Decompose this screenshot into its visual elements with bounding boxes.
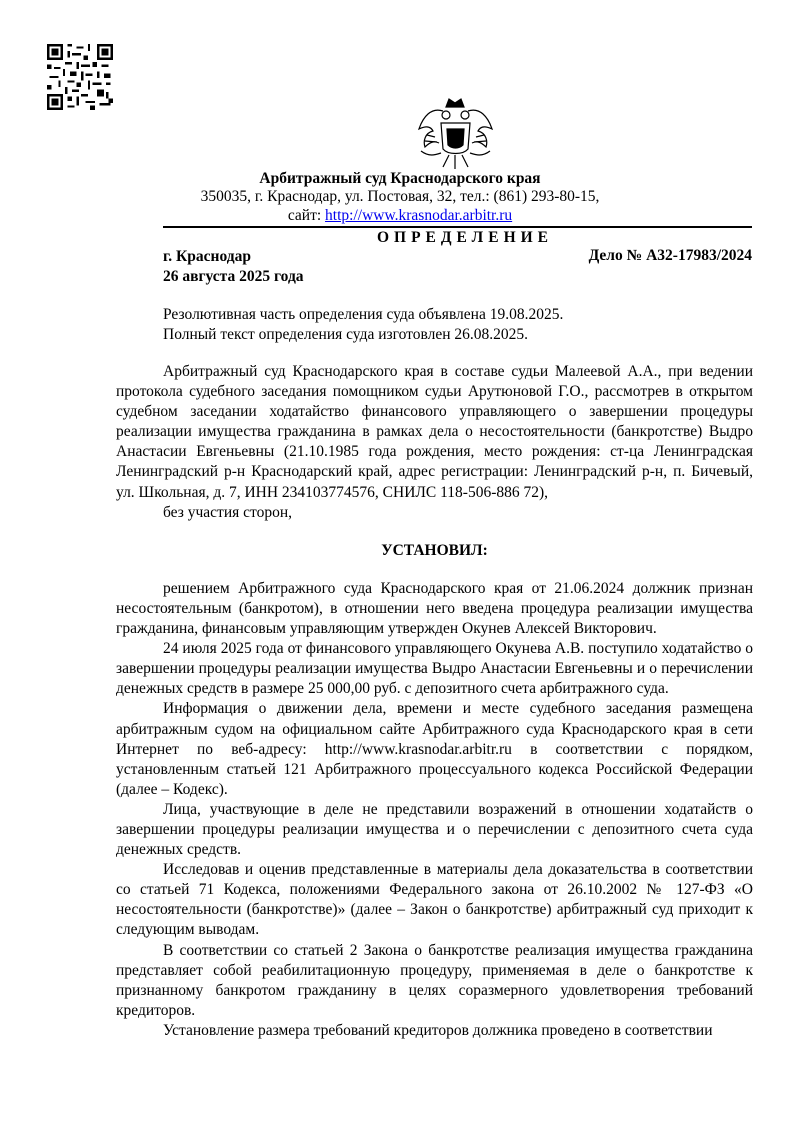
- body-paragraph: решением Арбитражного суда Краснодарского края от 21.06.2024 должник признан несостоятельным (банкротом), в отношении него введена процедура реализации имущества гражданина, финансовым управляющим утвержден Окунев Алексей Викторович.: [116, 579, 753, 638]
- body-paragraph: 24 июля 2025 года от финансового управляющего Окунева А.В. поступило ходатайство о завершении процедуры реализации имущества Выдро Анастасии Евгеньевны и о перечислении денежных средств в размере 25 000,00 руб. с депозитного счета арбитражного суда.: [116, 640, 753, 698]
- resolution-info: [163, 305, 563, 345]
- site-label: сайт:: [287, 207, 326, 224]
- body-paragraph: Информация о движении дела, времени и месте судебного заседания размещена арбитражным судом на официальном сайте Арбитражного суда Краснодарского края в сети Интернет по веб-адресу: http://www.krasnodar.arbitr.ru в соответствии с порядком, установленным статьей 121 Арбитражного процессуального кодекса Российской Федерации (далее – Кодекс).: [116, 700, 753, 798]
- document-body: [116, 362, 753, 1041]
- section-heading: УСТАНОВИЛ:: [381, 541, 488, 559]
- body-paragraph: Установление размера требований кредиторов должника проведено в соответствии: [163, 1021, 713, 1039]
- document-title: ОПРЕДЕЛЕНИЕ: [376, 229, 554, 246]
- body-paragraph: Исследовав и оценив представленные в материалы дела доказательства в соответствии со статьей 71 Кодекса, положениями Федерального закона от 26.10.2002 № 127-ФЗ «О несостоятельности (банкротстве)» (далее – Закон о банкротстве) арбитражный суд приходит к следующим выводам.: [116, 861, 753, 939]
- body-paragraph: Лица, участвующие в деле не представили возражений в отношении ходатайств о завершении процедуры реализации имущества и о перечислении с депозитного счета суда денежных средств.: [116, 800, 753, 859]
- court-address: 350035, г. Краснодар, ул. Постовая, 32, тел.: (861) 293-80-15,: [200, 188, 600, 205]
- court-name: Арбитражный суд Краснодарского края: [259, 170, 541, 187]
- resolution-line-1: Резолютивная часть определения суда объявлена 19.08.2025.: [163, 306, 564, 323]
- court-site-line: [0, 207, 800, 225]
- site-link[interactable]: http://www.krasnodar.arbitr.ru: [325, 207, 513, 224]
- resolution-line-2: Полный текст определения суда изготовлен 26.08.2025.: [163, 326, 528, 343]
- body-paragraph: В соответствии со статьей 2 Закона о банкротстве реализация имущества гражданина представляет собой реабилитационную процедуру, применяемая в деле о банкротстве к признанному банкротом гражданину в целях соразмерного удовлетворения требований кредиторов.: [116, 941, 753, 1019]
- intro-paragraph: Арбитражный суд Краснодарского края в составе судьи Малеевой А.А., при ведении протокола судебного заседания помощником судьи Арутюновой Г.О., рассмотрев в открытом судебном заседании ходатайство финансового управляющего о завершении процедуры реализации имущества гражданина в рамках дела о несостоятельности (банкротстве) Выдро Анастасии Евгеньевны (21.10.1985 года рождения, место рождения: ст-ца Ленинградская Ленинградский р-н Краснодарский край, адрес регистрации: Ленинградский р-н, п. Бичевый, ул. Школьная, д. 7, ИНН 234103774576, СНИЛС 118-506-886 72),: [116, 363, 753, 501]
- parties-line: без участия сторон,: [163, 503, 292, 521]
- document-meta-left: [163, 247, 304, 287]
- document-city: г. Краснодар: [163, 248, 251, 265]
- qr-code: [47, 44, 113, 110]
- case-number: Дело № А32-17983/2024: [588, 247, 752, 264]
- header-divider: [163, 226, 752, 228]
- document-date: 26 августа 2025 года: [163, 268, 304, 285]
- coat-of-arms-emblem: [413, 95, 498, 175]
